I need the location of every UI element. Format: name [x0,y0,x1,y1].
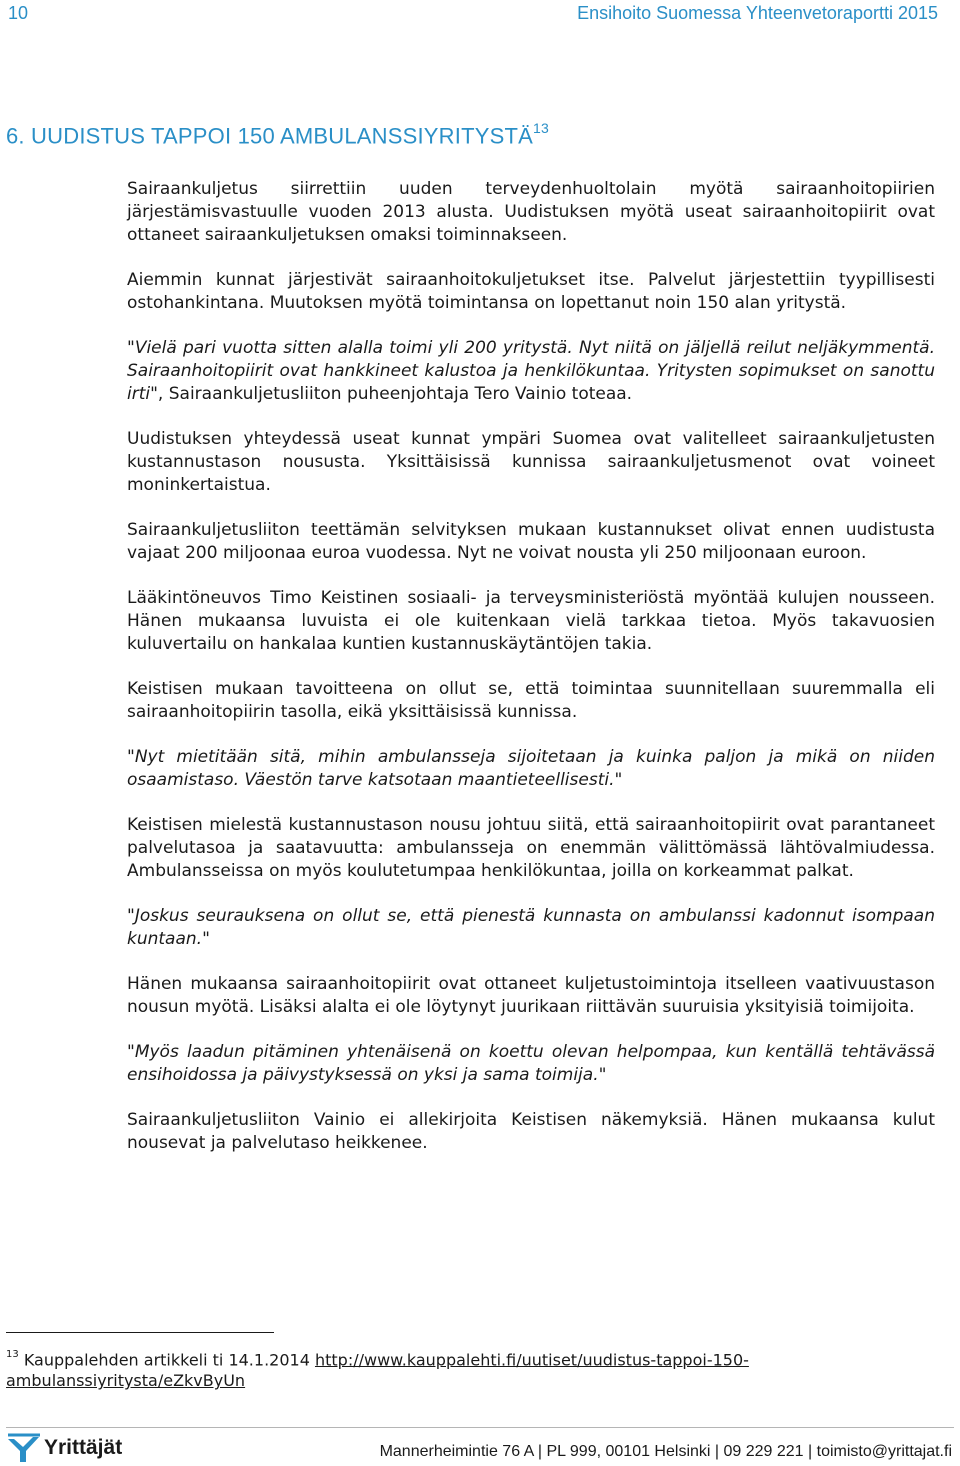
footer-divider [6,1427,954,1428]
section-title: 6. UUDISTUS TAPPOI 150 AMBULANSSIYRITYSTÄ [6,123,533,149]
paragraph: Sairaankuljetus siirrettiin uuden terveydenhuoltolain myötä sairaanhoitopiirien järjestämisvastuulle vuoden 2013 alusta. Uudistuksen myötä useat sairaanhoitopiirit ovat ottaneet sairaankuljetuksen omaksi toiminnakseen. [127,179,935,245]
logo-text: Yrittäjät [44,1436,123,1459]
yrittajat-logo [6,1432,122,1464]
quote-text: "Vielä pari vuotta sitten alalla toimi yli 200 yritystä. Nyt niitä on jäljellä reilut neljäkymmentä. Sairaanhoitopiirit ovat hankkineet kalustoa ja henkilökuntaa. Yritysten sopimukset on sanottu irti" [127,338,935,404]
footnote [6,1346,866,1391]
quote-paragraph: "Nyt mietitään sitä, mihin ambulansseja sijoitetaan ja kuinka paljon ja mikä on niiden osaamistaso. Väestön tarve katsotaan maantieteellisesti." [127,747,935,790]
article-body [127,178,935,1177]
footnote-number: 13 [6,1349,19,1360]
page-number: 10 [8,3,29,23]
footnote-reference[interactable]: 13 [532,120,549,136]
attribution-text: , Sairaankuljetusliiton puheenjohtaja Tero Vainio toteaa. [157,384,633,404]
running-title: Ensihoito Suomessa Yhteenvetoraportti 2015 [577,3,938,23]
quote-paragraph: "Myös laadun pitäminen yhtenäisenä on koettu olevan helpompaa, kun kentällä tehtävässä ensihoidossa ja päivystyksessä on yksi ja sama toimija." [127,1042,935,1085]
paragraph: Lääkintöneuvos Timo Keistinen sosiaali- ja terveysministeriöstä myöntää kulujen nousseen. Hänen mukaansa luvuista ei ole kuitenkaan vielä tarkkaa tietoa. Myös takavuosien kuluvertailu on hankalaa kuntien kustannuskäytäntöjen takia. [127,588,935,654]
footer-contact-info: Mannerheimintie 76 A | PL 999, 00101 Helsinki | 09 229 221 | toimisto@yrittajat.fi [379,1443,952,1460]
paragraph: Keistisen mielestä kustannustason nousu johtuu siitä, että sairaanhoitopiirit ovat parantaneet palvelutasoa ja saatavuutta: ambulansseja on enemmän välittömässä lähtövalmiudessa. Ambulansseissa on myös koulutetumpaa henkilökuntaa, joilla on korkeammat palkat. [127,815,935,881]
paragraph: Sairaankuljetusliiton Vainio ei allekirjoita Keistisen näkemyksiä. Hänen mukaansa kulut nousevat ja palvelutaso heikkenee. [127,1110,935,1153]
logo-mark-icon [6,1433,42,1463]
footnote-link[interactable]: http://www.kauppalehti.fi/uutiset/uudistus-tappoi-150-ambulanssiyritysta/eZkvByUn [6,1350,749,1391]
page-header [0,0,960,30]
paragraph: Keistisen mukaan tavoitteena on ollut se, että toimintaa suunnitellaan suuremmalla eli sairaanhoitopiirin tasolla, eikä yksittäisissä kunnissa. [127,679,935,722]
quote-paragraph: "Joskus seurauksena on ollut se, että pienestä kunnasta on ambulanssi kadonnut isompaan kuntaan." [127,906,935,949]
paragraph-with-quote [127,337,935,406]
paragraph: Hänen mukaansa sairaanhoitopiirit ovat ottaneet kuljetustoimintoja itselleen vaativuustason nousun myötä. Lisäksi alalta ei ole löytynyt juurikaan riittävän suuruisia yksityisiä toimijoita. [127,974,935,1017]
footnote-text: Kauppalehden artikkeli ti 14.1.2014 [23,1350,315,1370]
paragraph: Sairaankuljetusliiton teettämän selvityksen mukaan kustannukset olivat ennen uudistusta vajaat 200 miljoonaa euroa vuodessa. Nyt ne voivat nousta yli 250 miljoonaan euroon. [127,520,935,563]
paragraph: Uudistuksen yhteydessä useat kunnat ympäri Suomea ovat valitelleet sairaankuljetusten kustannustason noususta. Yksittäisissä kunnissa sairaankuljetusmenot ovat voineet moninkertaistua. [127,429,935,495]
section-heading [6,122,549,149]
paragraph: Aiemmin kunnat järjestivät sairaanhoitokuljetukset itse. Palvelut järjestettiin tyypillisesti ostohankintana. Muutoksen myötä toimintansa on lopettanut noin 150 alan yritystä. [127,270,935,313]
footnote-divider [6,1332,274,1333]
